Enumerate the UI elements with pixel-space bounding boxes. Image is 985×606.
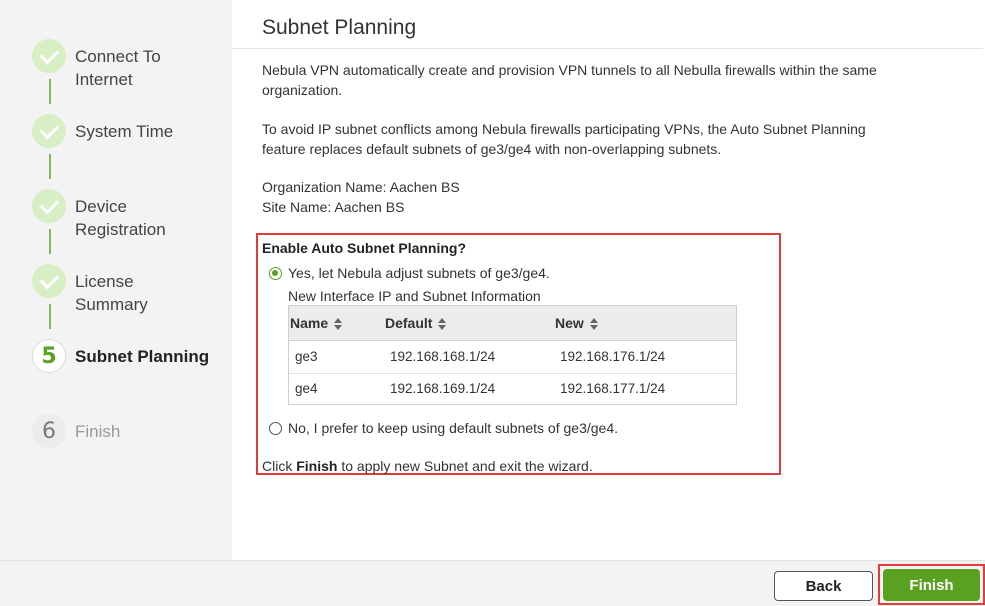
sort-icon[interactable] (590, 318, 598, 330)
cell-new: 192.168.177.1/24 (560, 381, 666, 396)
title-divider (232, 48, 983, 49)
organization-name: Organization Name: Aachen BS (262, 179, 460, 195)
auto-subnet-question: Enable Auto Subnet Planning? (262, 240, 467, 256)
subnet-table (288, 305, 737, 405)
radio-yes[interactable] (269, 267, 282, 280)
step-1-check-icon (32, 39, 66, 73)
step-3-check-icon (32, 189, 66, 223)
intro-text: Nebula VPN automatically create and provision VPN tunnels to all Nebulla firewalls within the same organization. (262, 62, 877, 98)
step-connector (49, 154, 51, 179)
wizard-steps-sidebar (0, 0, 232, 560)
cell-new: 192.168.176.1/24 (560, 349, 666, 364)
sort-icon[interactable] (438, 318, 446, 330)
site-name: Site Name: Aachen BS (262, 199, 405, 215)
column-header-new[interactable]: New (555, 315, 598, 331)
column-header-default[interactable]: Default (385, 315, 446, 331)
finish-button[interactable]: Finish (883, 569, 980, 601)
column-header-name[interactable]: Name (290, 315, 342, 331)
main-content (232, 0, 985, 560)
table-row (289, 373, 736, 405)
cell-default: 192.168.168.1/24 (390, 349, 496, 364)
radio-no-label[interactable]: No, I prefer to keep using default subnets of ge3/ge4. (288, 420, 618, 436)
page-title: Subnet Planning (262, 16, 417, 39)
table-row (289, 341, 736, 374)
conflict-text: To avoid IP subnet conflicts among Nebula firewalls participating VPNs, the Auto Subnet Planning feature replaces default subnets of ge3/ge4 with non-overlapping subnets. (262, 121, 866, 157)
step-device-registration[interactable]: Device Registration (75, 197, 166, 239)
radio-yes-label[interactable]: Yes, let Nebula adjust subnets of ge3/ge4. (288, 265, 550, 281)
cell-name: ge4 (295, 381, 318, 396)
org-site-info (262, 177, 962, 217)
cell-name: ge3 (295, 349, 318, 364)
step-4-check-icon (32, 264, 66, 298)
step-connector (49, 79, 51, 104)
sort-icon[interactable] (334, 318, 342, 330)
step-system-time[interactable]: System Time (75, 122, 174, 141)
step-6-number-badge: 6 (32, 414, 66, 448)
step-connect-to-internet[interactable]: Connect To Internet (75, 47, 161, 89)
table-header (289, 306, 736, 341)
step-subnet-planning: Subnet Planning (75, 347, 210, 366)
cell-default: 192.168.169.1/24 (390, 381, 496, 396)
finish-note: Click Finish to apply new Subnet and exit the wizard. (262, 458, 593, 474)
step-connector (49, 229, 51, 254)
step-finish: Finish (75, 422, 121, 441)
back-button[interactable]: Back (774, 571, 873, 601)
step-5-number-badge: 5 (32, 339, 66, 373)
step-connector (49, 304, 51, 329)
step-2-check-icon (32, 114, 66, 148)
table-caption: New Interface IP and Subnet Information (288, 288, 541, 304)
step-license-summary[interactable]: License Summary (75, 272, 148, 314)
radio-no[interactable] (269, 422, 282, 435)
